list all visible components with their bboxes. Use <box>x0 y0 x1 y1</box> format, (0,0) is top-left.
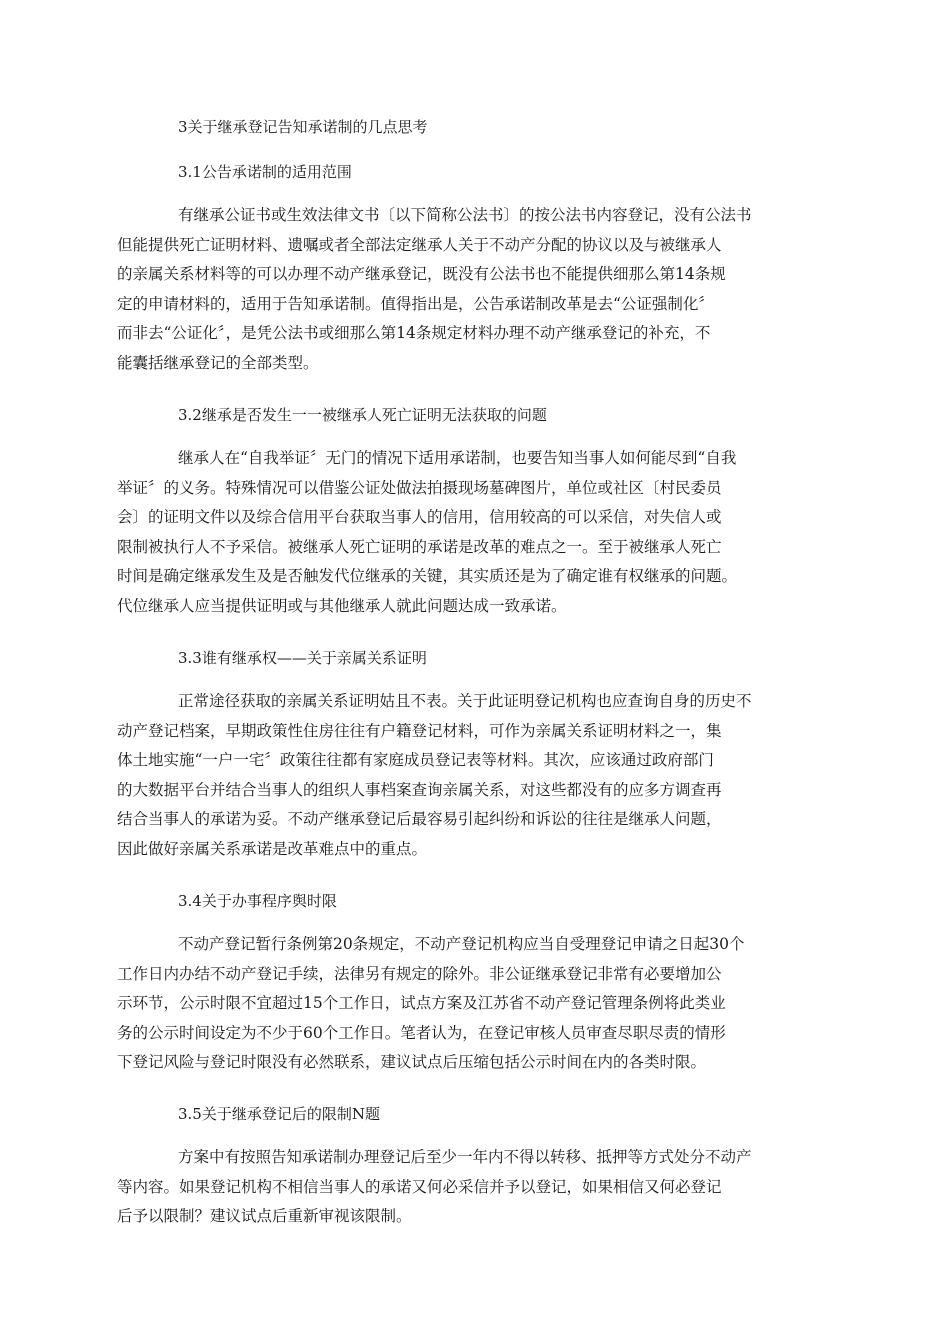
paragraph-3-4 <box>117 930 817 1078</box>
paragraph-line: 代位继承人应当提供证明或与其他继承人就此问题达成一致承诺。 <box>117 596 567 615</box>
paragraph-line: 工作日内办结不动产登记手续，法律另有规定的除外。非公证继承登记非常有必要增加公 <box>117 964 722 983</box>
paragraph-line: 正常途径获取的亲属关系证明姑且不表。关于此证明登记机构也应查询自身的历史不 <box>178 692 752 710</box>
paragraph-line: 限制被执行人不予采信。被继承人死亡证明的承诺是改革的难点之一。至于被继承人死亡 <box>117 537 722 556</box>
section-heading-3-5: 3.5关于继承登记后的限制N题 <box>178 1105 380 1123</box>
paragraph-line: 后予以限制？建议试点后重新审视该限制。 <box>117 1207 412 1225</box>
paragraph-line: 下登记风险与登记时限没有必然联系，建议试点后压缩包括公示时间在内的各类时限。 <box>117 1053 707 1071</box>
paragraph-line: 但能提供死亡证明材料、遗嘱或者全部法定继承人关于不动产分配的协议以及与被继承人 <box>117 235 722 254</box>
paragraph-line: 结合当事人的承诺为妥。不动产继承登记后最容易引起纠纷和诉讼的往往是继承人问题， <box>117 810 722 828</box>
section-heading-3-3: 3.3谁有继承权——关于亲属关系证明 <box>178 649 427 667</box>
paragraph-line: 动产登记档案，早期政策性住房往往有户籍登记材料，可作为亲属关系证明材料之一，集 <box>117 721 722 740</box>
paragraph-line: 示环节，公示时限不宜超过15个工作日，试点方案及江苏省不动产登记管理条例将此类业 <box>117 994 726 1012</box>
paragraph-line: 会〕的证明文件以及综合信用平台获取当事人的信用，信用较高的可以采信，对失信人或 <box>117 508 722 526</box>
paragraph-3-2 <box>117 444 817 621</box>
section-heading-3-4: 3.4关于办事程序舆时限 <box>178 892 337 910</box>
document-title: 3关于继承登记告知承诺制的几点思考 <box>178 118 428 136</box>
paragraph-line: 的大数据平台并结合当事人的组织人事档案查询亲属关系，对这些都没有的应多方调查再 <box>117 780 722 799</box>
paragraph-line: 时间是确定继承发生及是否触发代位继承的关键，其实质还是为了确定谁有权继承的问题。 <box>117 567 738 585</box>
paragraph-line: 举证〞的义务。特殊情况可以借鉴公证处做法拍摄现场墓碑图片，单位或社区〔村民委员 <box>117 478 722 497</box>
paragraph-line: 等内容。如果登记机构不相信当事人的承诺又何必采信并予以登记，如果相信又何必登记 <box>117 1177 722 1196</box>
paragraph-line: 方案中有按照告知承诺制办理登记后至少一年内不得以转移、抵押等方式处分不动产 <box>178 1148 752 1166</box>
paragraph-3-5 <box>117 1143 817 1232</box>
paragraph-3-3 <box>117 687 817 864</box>
paragraph-line: 而非去“公证化〞，是凭公法书或细那么第14条规定材料办理不动产继承登记的补充，不 <box>117 324 711 342</box>
paragraph-line: 体土地实施“一户一宅〞政策往往都有家庭成员登记表等材料。其次，应该通过政府部门 <box>117 751 714 769</box>
paragraph-line: 不动产登记暂行条例第20条规定，不动产登记机构应当自受理登记申请之日起30个 <box>178 935 745 953</box>
paragraph-line: 因此做好亲属关系承诺是改革难点中的重点。 <box>117 839 428 858</box>
paragraph-line: 定的申请材料的，适用于告知承诺制。值得指出是，公告承诺制改革是去“公证强制化〞 <box>117 294 714 313</box>
paragraph-line: 能囊括继承登记的全部类型。 <box>117 353 319 372</box>
paragraph-line: 有继承公证书或生效法律文书〔以下简称公法书〕的按公法书内容登记，没有公法书 <box>178 206 752 224</box>
paragraph-3-1 <box>117 201 817 378</box>
paragraph-line: 的亲属关系材料等的可以办理不动产继承登记，既没有公法书也不能提供细那么第14条规 <box>117 265 726 283</box>
section-heading-3-2: 3.2继承是否发生一一被继承人死亡证明无法获取的问题 <box>178 406 547 424</box>
paragraph-line: 务的公示时间设定为不少于60个工作日。笔者认为，在登记审核人员审查尽职尽责的情形 <box>117 1023 726 1042</box>
section-heading-3-1: 3.1公告承诺制的适用范围 <box>178 163 352 181</box>
paragraph-line: 继承人在“自我举证〞无门的情况下适用承诺制，也要告知当事人如何能尽到“自我 <box>178 449 737 467</box>
